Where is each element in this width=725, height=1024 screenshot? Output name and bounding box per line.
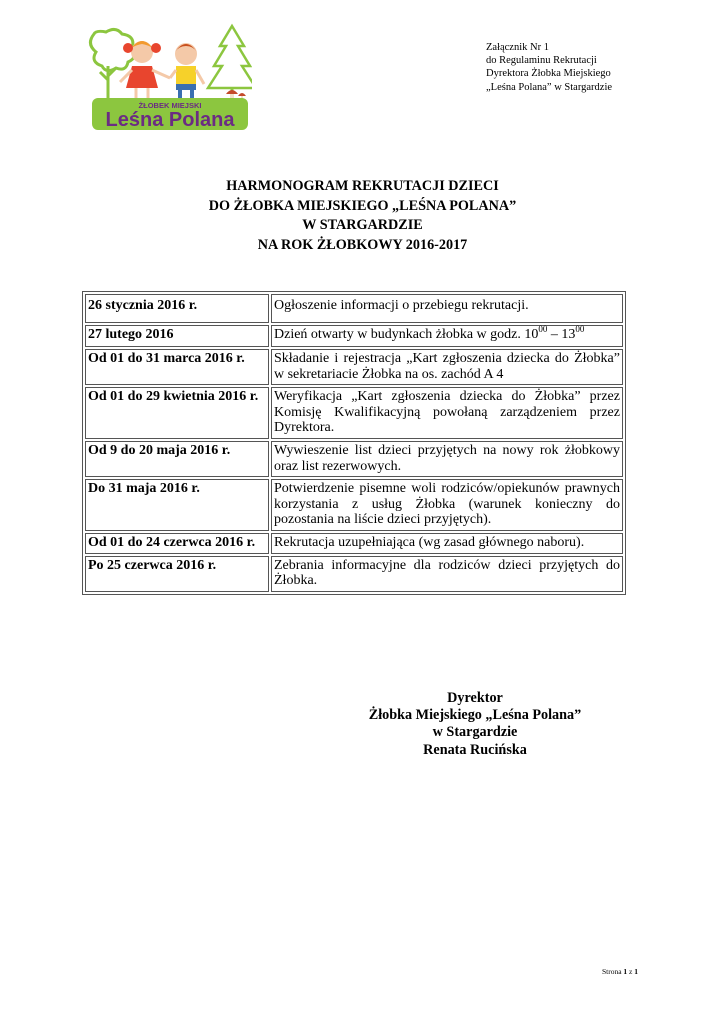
schedule-date: Do 31 maja 2016 r. (85, 479, 269, 531)
schedule-date: Od 01 do 24 czerwca 2016 r. (85, 533, 269, 554)
schedule-description: Ogłoszenie informacji o przebiegu rekrutacji. (271, 294, 623, 323)
schedule-description: Weryfikacja „Kart zgłoszenia dziecka do Żłobka” przez Komisję Kwalifikacyjną powołaną zarządzeniem przez Dyrektora. (271, 387, 623, 439)
schedule-description (271, 325, 623, 347)
director-signature-block (340, 690, 610, 759)
table-row (85, 387, 623, 439)
page-of: z (629, 967, 633, 976)
page-number: 1 (623, 967, 628, 976)
attachment-line: Załącznik Nr 1 (486, 42, 549, 53)
table-row (85, 556, 623, 592)
schedule-date: Od 9 do 20 maja 2016 r. (85, 441, 269, 477)
attachment-line: „Leśna Polana” w Stargardzie (486, 81, 613, 93)
table-row (85, 533, 623, 554)
table-row (85, 325, 623, 347)
hour-separator: – 13 (547, 327, 576, 342)
page-total: 1 (634, 967, 638, 976)
schedule-date: 26 stycznia 2016 r. (85, 294, 269, 323)
attachment-line: do Regulaminu Rekrutacji (486, 55, 597, 67)
schedule-description-text: Dzień otwarty w budynkach żłobka w godz. 10 (274, 327, 539, 342)
table-row (85, 479, 623, 531)
schedule-date: Po 25 czerwca 2016 r. (85, 556, 269, 592)
schedule-date: 27 lutego 2016 (85, 325, 269, 347)
table-row (85, 294, 623, 323)
schedule-description: Wywieszenie list dzieci przyjętych na nowy rok żłobkowy oraz list rezerwowych. (271, 441, 623, 477)
hour-superscript: 00 (538, 324, 548, 334)
schedule-description: Rekrutacja uzupełniająca (wg zasad głównego naboru). (271, 533, 623, 554)
signature-line: Dyrektor (447, 690, 503, 706)
recruitment-schedule-table (82, 291, 626, 595)
signature-line: Żłobka Miejskiego „Leśna Polana” (368, 707, 582, 724)
logo-name: Leśna Polana (105, 109, 235, 130)
boy-figure-icon (170, 43, 204, 102)
hour-superscript: 00 (575, 324, 585, 334)
title-line: DO ŻŁOBKA MIEJSKIEGO „LEŚNA POLANA” (208, 197, 517, 214)
attachment-line: Dyrektora Żłobka Miejskiego (486, 68, 611, 80)
page-label: Strona (601, 967, 622, 976)
title-line: HARMONOGRAM REKRUTACJI DZIECI (226, 178, 499, 194)
girl-figure-icon (120, 41, 170, 100)
zlobek-lesna-polana-logo (86, 22, 252, 130)
page-footer (560, 967, 638, 976)
tree-icon (90, 29, 134, 100)
schedule-description: Zebrania informacyjne dla rodziców dzieci przyjętych do Żłobka. (271, 556, 623, 592)
table-row (85, 349, 623, 385)
logo-top-text: ŻŁOBEK MIEJSKI (138, 101, 202, 110)
table-row (85, 441, 623, 477)
schedule-date: Od 01 do 31 marca 2016 r. (85, 349, 269, 385)
title-line: NA ROK ŻŁOBKOWY 2016-2017 (257, 236, 468, 253)
document-title (0, 177, 725, 255)
schedule-date: Od 01 do 29 kwietnia 2016 r. (85, 387, 269, 439)
title-line: W STARGARDZIE (302, 217, 423, 233)
schedule-description: Potwierdzenie pisemne woli rodziców/opiekunów prawnych korzystania z usług Żłobka (warunek konieczny do pozostania na liście dzieci przyjętych). (271, 479, 623, 531)
signature-line: Renata Rucińska (423, 741, 527, 758)
schedule-description: Składanie i rejestracja „Kart zgłoszenia dziecka do Żłobka” w sekretariacie Żłobka na os. zachód A 4 (271, 349, 623, 385)
attachment-note (486, 41, 716, 94)
signature-line: w Stargardzie (432, 724, 518, 741)
